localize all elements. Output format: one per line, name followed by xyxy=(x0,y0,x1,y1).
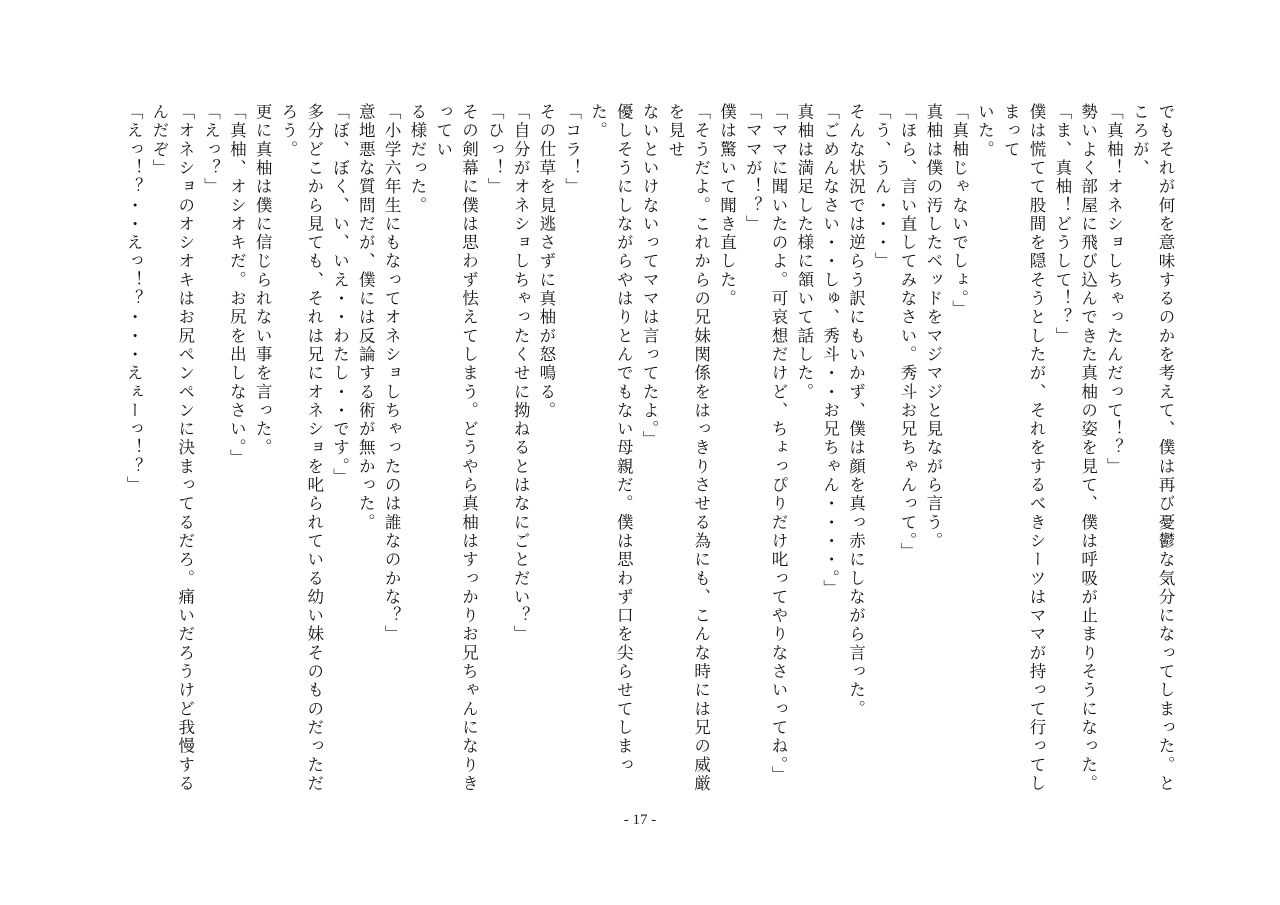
text-line: 僕は驚いて聞き直した。 xyxy=(717,103,737,309)
text-line: 「真柚！オネショしちゃったんだって！？」 xyxy=(1104,103,1124,476)
text-line: 意地悪な質問だが、僕には反論する術が無かった。 xyxy=(356,103,376,532)
text-line: 「自分がオネショしちゃったくせに拗ねるとはなにごとだい？」 xyxy=(511,103,531,644)
text-line: でもそれが何を意味するのかを考えて、僕は再び憂鬱な気分になってしまった。ところが、 xyxy=(1130,103,1175,794)
text-line: 多分どこから見ても、それは兄にオネショを叱られている幼い妹そのものだっただろう。 xyxy=(278,103,324,794)
text-line: 「そうだよ。これからの兄妹関係をはっきりさせる為にも、こんな時には兄の威厳を見せ xyxy=(665,103,711,794)
text-line: 「ほら、言い直してみなさい。秀斗お兄ちゃんって。」 xyxy=(898,103,918,561)
text-line: その剣幕に僕は思わず怯えてしまう。どうやら真柚はすっかりお兄ちゃんになりきってい xyxy=(433,103,479,794)
text-line: 「ま、真柚！どうして！？」 xyxy=(1052,103,1072,346)
text-line: そんな状況では逆らう訳にもいかず、僕は顔を真っ赤にしながら言った。 xyxy=(846,103,866,719)
text-line: 「真柚、オシオキだ。お尻を出しなさい。」 xyxy=(227,103,247,468)
text-line: 真柚は満足した様に頷いて話した。 xyxy=(794,103,814,402)
text-line: いた。 xyxy=(975,103,995,159)
text-line: 「小学六年生にもなってオネショしちゃったのは誰なのかな？」 xyxy=(382,103,402,644)
text-line: 「ぼ、ぼく、い、いえ・・わたし・・です。」 xyxy=(330,103,350,487)
text-line: 「真柚じゃないでしょ。」 xyxy=(949,103,969,319)
text-line: 僕は慌てて股間を隠そうとしたが、それをするべきシーツはママが持って行ってしまって xyxy=(1001,103,1047,794)
text-line: 「ママが！？」 xyxy=(743,103,763,234)
page-number: - 17 - xyxy=(623,812,657,828)
text-line: その仕草を見逃さずに真柚が怒鳴る。 xyxy=(536,103,556,421)
text-line: 「ごめんなさい・・しゅ、秀斗・・お兄ちゃん・・・・。」 xyxy=(820,103,840,599)
text-line: 更に真柚は僕に信じられない事を言った。 xyxy=(253,103,273,458)
text-line: 「えっ！？・・えっ！？・・・えぇーっ！？」 xyxy=(124,103,144,495)
text-line: 「えっ？」 xyxy=(201,103,221,197)
text-line: 「ひっ！」 xyxy=(485,103,505,197)
text-line: 「う、うん・・・」 xyxy=(872,103,892,271)
text-line: ないといけないってママは言ってたよ。」 xyxy=(640,103,660,450)
text-line: 「ママに聞いたのよ。可哀想だけど、ちょっぴりだけ叱ってやりなさいってね。」 xyxy=(769,103,789,785)
text-line: 勢いよく部屋に飛び込んできた真柚の姿を見て、僕は呼吸が止まりそうになった。 xyxy=(1078,103,1098,794)
text-line: 「オネショのオシオキはお尻ペンペンに決まってるだろ。痛いだろうけど我慢するんだぞ」 xyxy=(149,103,195,794)
text-line: 真柚は僕の汚したベッドをマジマジと見ながら言う。 xyxy=(923,103,943,551)
text-line: 優しそうにしながらやはりとんでもない母親だ。僕は思わず口を尖らせてしまった。 xyxy=(588,103,634,775)
text-line: る様だった。 xyxy=(407,103,427,215)
text-line: 「コラ！」 xyxy=(562,103,582,197)
body-text xyxy=(112,103,1178,803)
